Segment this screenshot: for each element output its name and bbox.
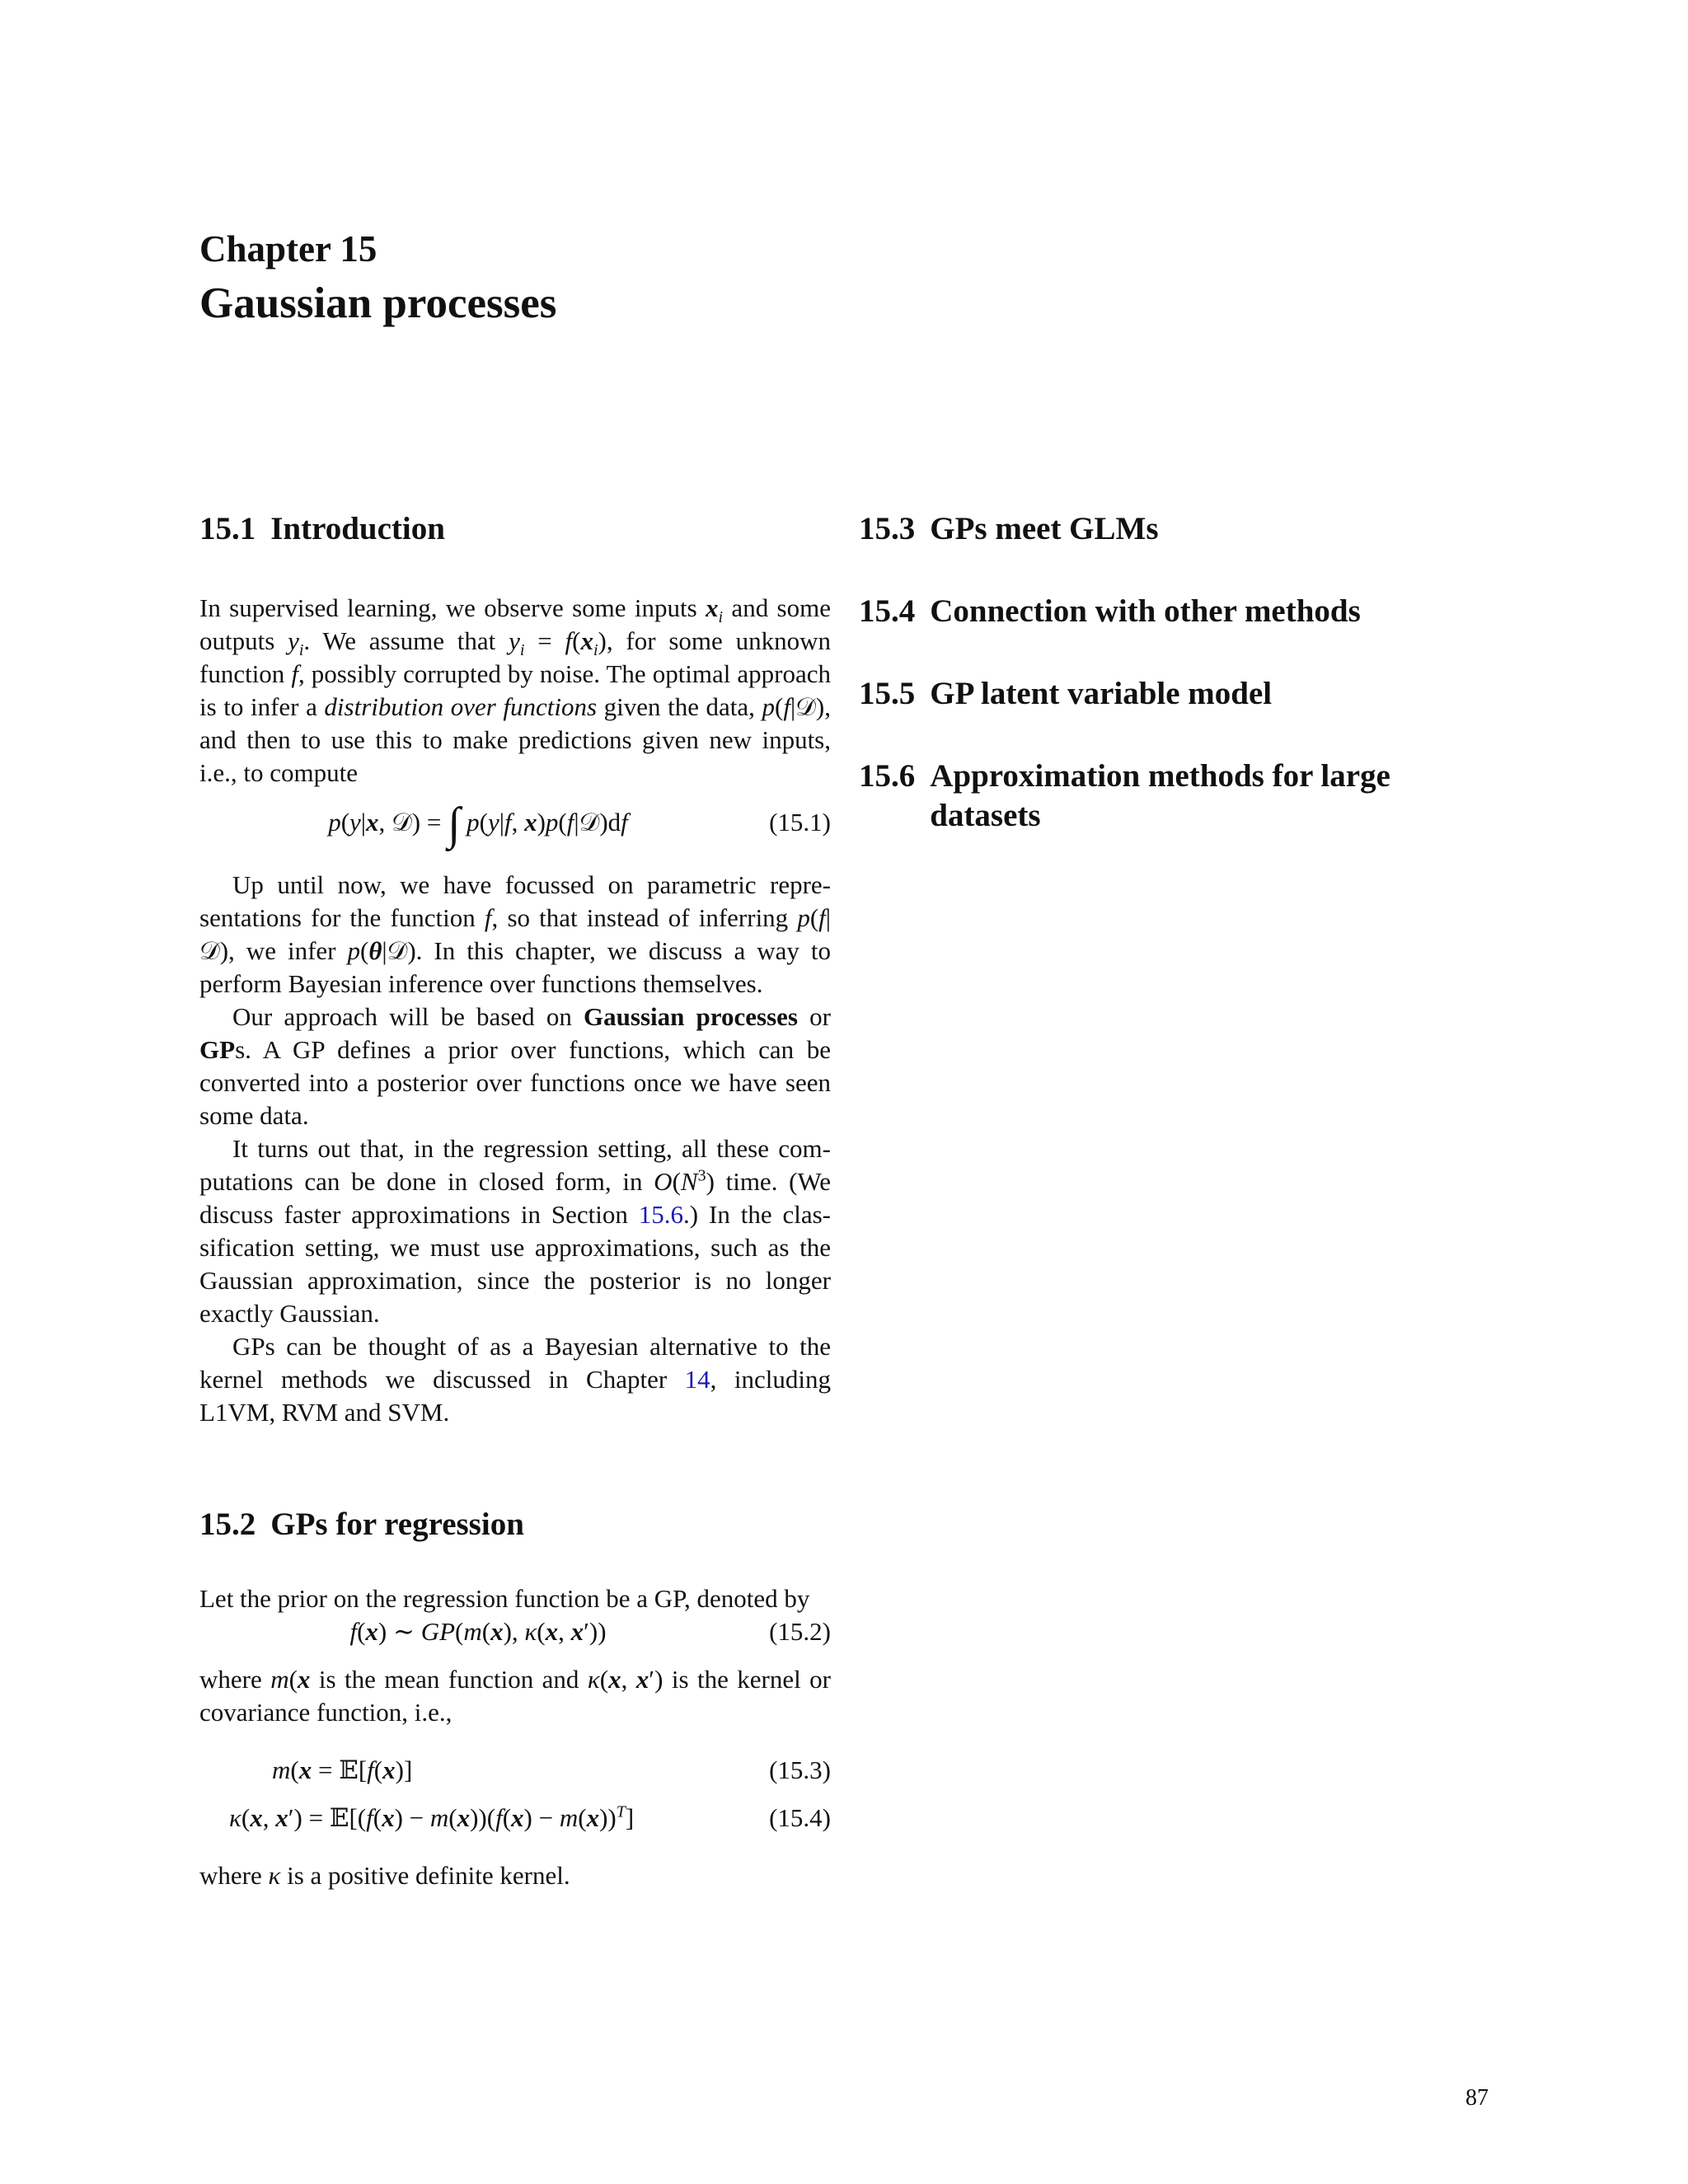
bold-term-gp: GP — [199, 1035, 236, 1064]
page-number: 87 — [1465, 2085, 1489, 2111]
left-column — [199, 509, 831, 1892]
section-heading-connection-other-methods: 15.4 Connection with other methods — [859, 593, 1361, 629]
equation-15-4: κ(x, x′) = 𝔼[(f(x) − $m(x))(f(x) - m(x))^T$] (15.4) — [229, 1802, 831, 1833]
paragraph-positive-definite: where κ is a positive definite kernel. — [199, 1861, 570, 1890]
paragraph-kernel-methods: GPs can be thought of as a Bayesian alternative to the kernel methods we discussed in Chapter 14, including L1VM, RVM and SVM. — [199, 1332, 831, 1427]
section-heading-introduction: 15.1 Introduction — [199, 511, 445, 546]
chapter-14-link[interactable]: 14 — [684, 1365, 710, 1394]
chapter-number: Chapter 15 — [199, 228, 377, 269]
equation-15-1: p(y|x, 𝒟) = ∫ p(y|f, x)p(f|𝒟)df (15.1) — [328, 799, 831, 850]
section-heading-gp-latent-variable-model: 15.5 GP latent variable model — [859, 676, 1273, 711]
right-column — [859, 509, 1485, 836]
paragraph-regression-setting: It turns out that, in the regression setting, all these computations can be done in closed form, in $O(N^3)$ time. (We discuss faster approximations in Section 15.6.) In the classification setting, we must use approximations, such as the Gaussian approximation, since the posterior is no longer exactly Gaussian. — [199, 1134, 831, 1328]
section-heading-gps-for-regression: 15.2 GPs for regression — [199, 1507, 524, 1542]
paragraph-mean-kernel: where m(x is the mean function and κ(x, x′) is the kernel or covariance function, i.e., — [199, 1665, 832, 1727]
equation-15-2: f(x) ∼ GP(m(x), κ(x, x′)) (15.2) — [349, 1617, 831, 1646]
paragraph-gp-definition: Our approach will be based on Gaussian processes or GPs. A GP defines a prior over functions, which can be converted into a posterior over functions once we have seen some data. — [199, 1002, 831, 1130]
section-heading-gps-meet-glms: 15.3 GPs meet GLMs — [859, 511, 1159, 546]
paragraph-parametric: Up until now, we have focussed on parametric representations for the function f, so that instead of inferring p(f|𝒟), we infer p(θ|𝒟). In this chapter, we discuss a way to perform Bayesian inference over functions themselves. — [199, 870, 832, 998]
section-15-6-link[interactable]: 15.6 — [638, 1200, 684, 1229]
chapter-title: Gaussian processes — [199, 279, 557, 327]
paragraph-prior: Let the prior on the regression function be a GP, denoted by — [199, 1584, 810, 1613]
bold-term-gaussian-processes: Gaussian processes — [584, 1002, 798, 1031]
section-heading-approximation-methods: 15.6 Approximation methods for large datasets — [859, 758, 1390, 833]
equation-15-3: m(x = 𝔼[f(x)] (15.3) — [272, 1755, 831, 1785]
intro-paragraph: In supervised learning, we observe some inputs $x_i$ and some outputs $y_i$. We assume that $y_i = f(x_i)$, for some unknown function f, possibly corrupted by noise. The optimal approach is to infer a distribution over functions given the data, p(f|𝒟), and then to use this to make predictions given new inputs, i.e., to compute — [199, 593, 832, 787]
